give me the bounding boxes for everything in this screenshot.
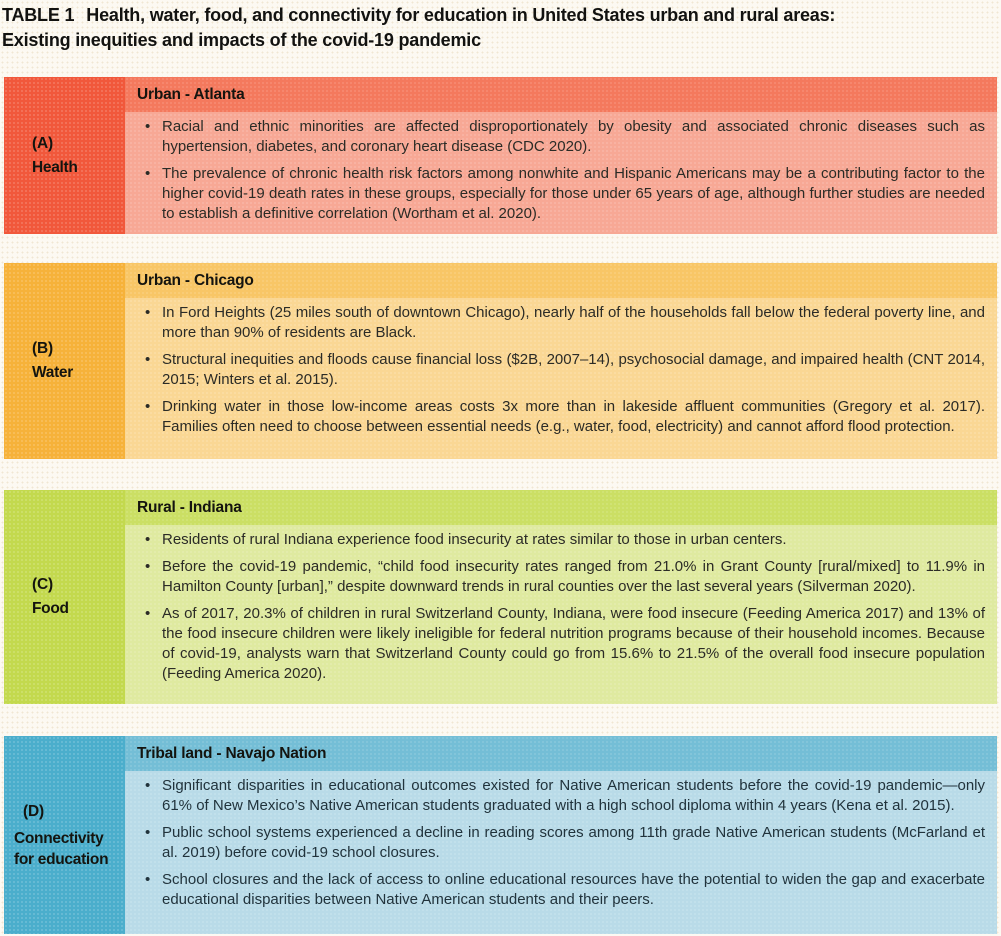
bullet-item: • Significant disparities in educational outcomes existed for Native American students before the covid-19 pandemic—only 61% of New Mexico’s Native American students graduated with a high school diploma within 4 years (Kena et al. 2015). — [145, 776, 985, 816]
category-name: Health — [32, 158, 78, 176]
bullet-list-connectivity — [125, 771, 997, 934]
category-cell-food — [4, 490, 125, 704]
category-name: Food — [32, 600, 69, 617]
bullet-item: • Structural inequities and floods cause financial loss ($2B, 2007–14), psychosocial damage, and impaired health (CNT 2014, 2015; Winters et al. 2015). — [145, 350, 985, 390]
category-cell-health — [4, 77, 125, 234]
bullet-item: • Public school systems experienced a decline in reading scores among 11th grade Native American students (McFarland et al. 2019) before covid-19 school closures. — [145, 823, 985, 863]
table-title-line1 — [2, 3, 997, 28]
category-cell-connectivity — [4, 736, 125, 934]
bullet-item: • Racial and ethnic minorities are affected disproportionately by obesity and associated chronic diseases such as hypertension, diabetes, and coronary heart disease (CDC 2020). — [145, 117, 985, 157]
category-letter: (D) — [23, 803, 44, 820]
table-title-line2: Existing inequities and impacts of the covid-19 pandemic — [2, 30, 481, 50]
area-header-health: Urban - Atlanta — [125, 77, 997, 112]
area-header-food: Rural - Indiana — [125, 490, 997, 525]
section-water — [4, 263, 997, 459]
bullet-item: • Drinking water in those low-income areas costs 3x more than in lakeside affluent communities (Gregory et al. 2017). Families often need to choose between essential needs (e.g., water, food, electricity) and cannot afford flood protection. — [145, 397, 985, 437]
category-cell-water — [4, 263, 125, 459]
bullet-item: • The prevalence of chronic health risk factors among nonwhite and Hispanic Americans may be a contributing factor to the higher covid-19 death rates in these groups, especially for those under 65 years of age, although further studies are needed to establish a definitive correlation (Wortham et al. 2020). — [145, 164, 985, 224]
category-letter: (C) — [32, 576, 53, 593]
category-letter: (B) — [32, 340, 53, 357]
category-name: Connectivity for education — [14, 830, 109, 868]
section-health — [4, 77, 997, 234]
table-number: TABLE 1 — [2, 5, 75, 25]
table-title-text: Health, water, food, and connectivity for education in United States urban and rural areas: — [86, 5, 836, 25]
bullet-item: • Before the covid-19 pandemic, “child food insecurity rates ranged from 21.0% in Grant County [rural/mixed] to 11.9% in Hamilton County [urban],” despite downward trends in rural counties over the last several years (Silverman 2020). — [145, 557, 985, 597]
table-title — [0, 0, 1001, 53]
section-food — [4, 490, 997, 704]
content-cell-food — [125, 490, 997, 704]
area-header-connectivity: Tribal land - Navajo Nation — [125, 736, 997, 771]
bullet-list-food — [125, 525, 997, 704]
content-cell-connectivity — [125, 736, 997, 934]
bullet-item: • Residents of rural Indiana experience food insecurity at rates similar to those in urban centers. — [145, 530, 985, 550]
section-connectivity — [4, 736, 997, 934]
content-cell-health — [125, 77, 997, 234]
bullet-item: • In Ford Heights (25 miles south of downtown Chicago), nearly half of the households fall below the federal poverty line, and more than 90% of residents are Black. — [145, 303, 985, 343]
area-header-water: Urban - Chicago — [125, 263, 997, 298]
bullet-list-health — [125, 112, 997, 234]
category-letter: (A) — [32, 134, 53, 152]
category-name: Water — [32, 364, 73, 381]
bullet-list-water — [125, 298, 997, 459]
bullet-item: • As of 2017, 20.3% of children in rural Switzerland County, Indiana, were food insecure (Feeding America 2017) and 13% of the food insecure children were likely ineligible for federal nutrition programs because of their household incomes. Because of covid-19, analysts warn that Switzerland County could go from 15.6% to 21.5% of the overall food insecure population (Feeding America 2020). — [145, 604, 985, 684]
bullet-item: • School closures and the lack of access to online educational resources have the potential to widen the gap and exacerbate educational disparities between Native American students and their peers. — [145, 870, 985, 910]
content-cell-water — [125, 263, 997, 459]
